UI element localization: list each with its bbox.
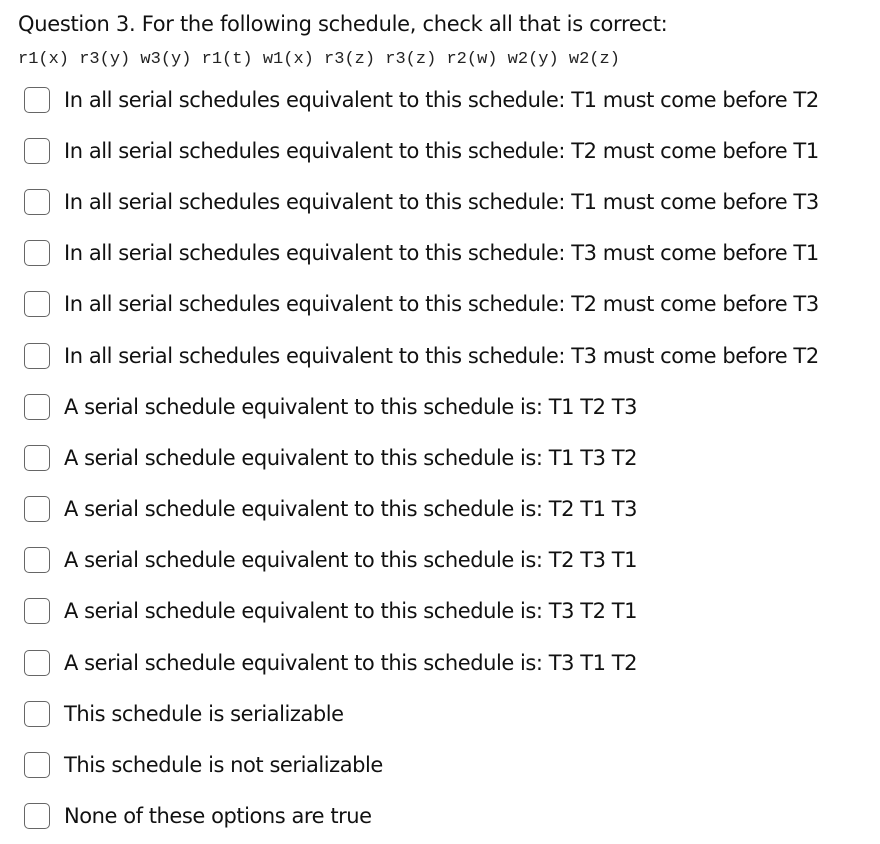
checkbox[interactable] <box>24 701 50 727</box>
checkbox[interactable] <box>24 87 50 113</box>
checkbox[interactable] <box>24 445 50 471</box>
checkbox[interactable] <box>24 803 50 829</box>
option-15[interactable] <box>24 791 874 842</box>
option-label: A serial schedule equivalent to this schedule is: T1 T3 T2 <box>64 445 638 470</box>
option-label: A serial schedule equivalent to this schedule is: T2 T1 T3 <box>64 497 638 522</box>
option-label: This schedule is not serializable <box>64 753 383 778</box>
option-label: A serial schedule equivalent to this schedule is: T2 T3 T1 <box>64 548 638 573</box>
checkbox[interactable] <box>24 394 50 420</box>
option-12[interactable] <box>24 637 874 688</box>
schedule-text: r1(x) r3(y) w3(y) r1(t) w1(x) r3(z) r3(z) r2(w) w2(y) w2(z) <box>18 50 620 69</box>
option-label: In all serial schedules equivalent to this schedule: T1 must come before T2 <box>64 87 819 112</box>
option-label: A serial schedule equivalent to this schedule is: T1 T2 T3 <box>64 394 638 419</box>
checkbox[interactable] <box>24 291 50 317</box>
option-6[interactable] <box>24 330 874 381</box>
checkbox[interactable] <box>24 496 50 522</box>
option-3[interactable] <box>24 176 874 227</box>
option-13[interactable] <box>24 688 874 739</box>
checkbox[interactable] <box>24 240 50 266</box>
option-label: In all serial schedules equivalent to this schedule: T2 must come before T3 <box>64 292 819 317</box>
checkbox[interactable] <box>24 189 50 215</box>
options-list <box>24 74 874 842</box>
option-label: This schedule is serializable <box>64 701 344 726</box>
option-11[interactable] <box>24 586 874 637</box>
option-10[interactable] <box>24 535 874 586</box>
option-label: A serial schedule equivalent to this schedule is: T3 T2 T1 <box>64 599 638 624</box>
option-1[interactable] <box>24 74 874 125</box>
option-8[interactable] <box>24 432 874 483</box>
option-5[interactable] <box>24 279 874 330</box>
option-4[interactable] <box>24 228 874 279</box>
option-label: In all serial schedules equivalent to this schedule: T2 must come before T1 <box>64 138 819 163</box>
option-label: In all serial schedules equivalent to this schedule: T1 must come before T3 <box>64 189 819 214</box>
checkbox[interactable] <box>24 547 50 573</box>
checkbox[interactable] <box>24 650 50 676</box>
option-label: None of these options are true <box>64 804 372 829</box>
option-label: In all serial schedules equivalent to this schedule: T3 must come before T1 <box>64 241 819 266</box>
checkbox[interactable] <box>24 752 50 778</box>
question-title: Question 3. For the following schedule, check all that is correct: <box>18 12 668 36</box>
option-14[interactable] <box>24 739 874 790</box>
option-label: In all serial schedules equivalent to this schedule: T3 must come before T2 <box>64 343 819 368</box>
option-label: A serial schedule equivalent to this schedule is: T3 T1 T2 <box>64 650 638 675</box>
option-7[interactable] <box>24 381 874 432</box>
option-9[interactable] <box>24 484 874 535</box>
checkbox[interactable] <box>24 343 50 369</box>
checkbox[interactable] <box>24 138 50 164</box>
checkbox[interactable] <box>24 598 50 624</box>
option-2[interactable] <box>24 125 874 176</box>
